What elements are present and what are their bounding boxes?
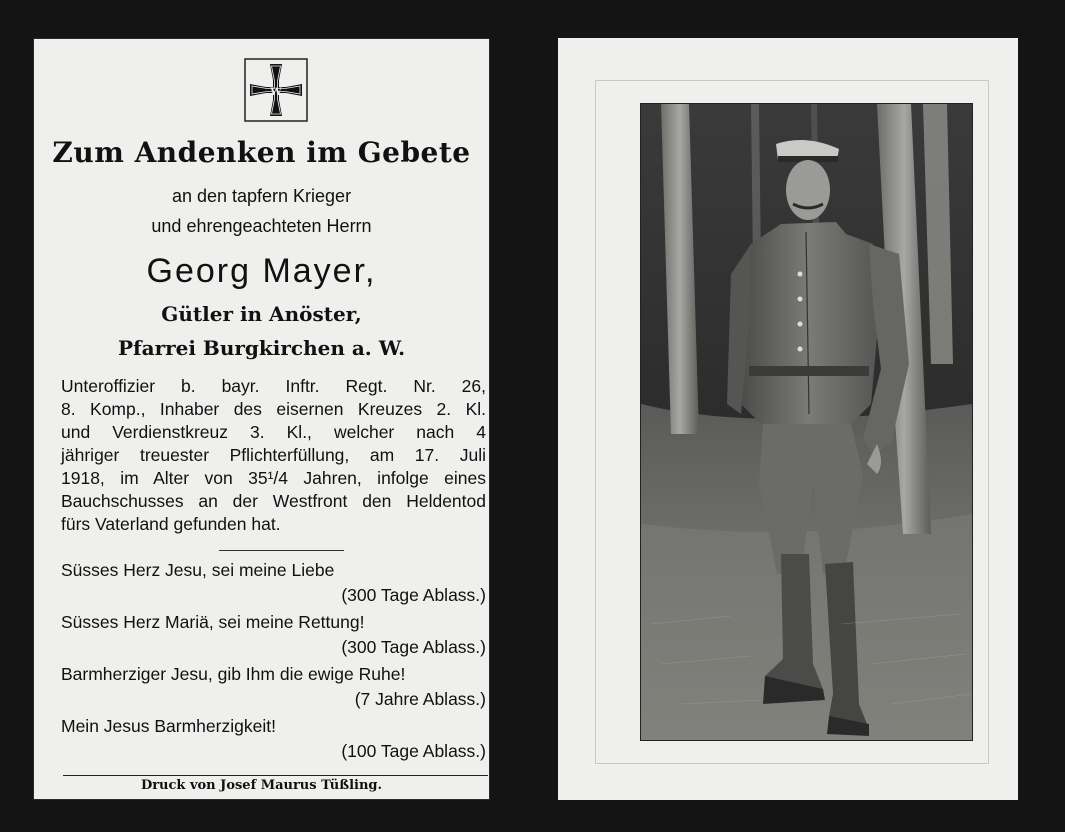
parish-line: Pfarrei Burgkirchen a. W. (117, 336, 406, 360)
footer-divider (63, 775, 488, 776)
bio-line: und Verdienstkreuz 3. Kl., welcher nach 4 (61, 422, 486, 442)
bio-line: jähriger treuester Pflichterfüllung, am 17. Juli (61, 445, 486, 465)
short-divider (219, 550, 344, 551)
prayer-indulgence: (300 Tage Ablass.) (341, 585, 486, 605)
occupation-line: Gütler in Anöster, (161, 302, 362, 326)
memorial-text-card (33, 38, 490, 800)
prayer-text: Süsses Herz Jesu, sei meine Liebe (61, 560, 335, 580)
intro-line-2: und ehrengeachteten Herrn (151, 216, 372, 236)
bio-line: 1918, im Alter von 35¹/4 Jahren, infolge eines (61, 468, 486, 488)
iron-cross-icon (244, 58, 308, 122)
prayer-indulgence: (7 Jahre Ablass.) (354, 689, 486, 709)
deceased-name: Georg Mayer, (146, 252, 377, 290)
prayer-text: Süsses Herz Mariä, sei meine Rettung! (61, 612, 365, 632)
bio-line: 8. Komp., Inhaber des eisernen Kreuzes 2. Kl. (61, 399, 486, 419)
prayer-item (61, 612, 486, 664)
intro-line-1: an den tapfern Krieger (171, 186, 352, 206)
prayer-item (61, 664, 486, 716)
prayer-item (61, 716, 486, 767)
prayer-item (61, 560, 486, 612)
prayer-text: Barmherziger Jesu, gib Ihm die ewige Ruhe! (61, 664, 406, 684)
cross-letter: W (270, 87, 282, 98)
bio-line: Unteroffizier b. bayr. Inftr. Regt. Nr. 26, (61, 376, 486, 396)
printer-credit: Druck von Josef Maurus Tüßling. (140, 778, 383, 793)
bio-line: fürs Vaterland gefunden hat. (61, 514, 281, 534)
memorial-heading: Zum Andenken im Gebete (52, 136, 471, 169)
prayer-list (61, 560, 486, 767)
bio-line: Bauchschusses an der Westfront den Heldentod (61, 491, 486, 511)
biography-text (61, 375, 486, 536)
prayer-indulgence: (300 Tage Ablass.) (341, 637, 486, 657)
prayer-indulgence: (100 Tage Ablass.) (341, 741, 486, 761)
soldier-portrait-photo (641, 104, 972, 740)
prayer-text: Mein Jesus Barmherzigkeit! (61, 716, 276, 736)
